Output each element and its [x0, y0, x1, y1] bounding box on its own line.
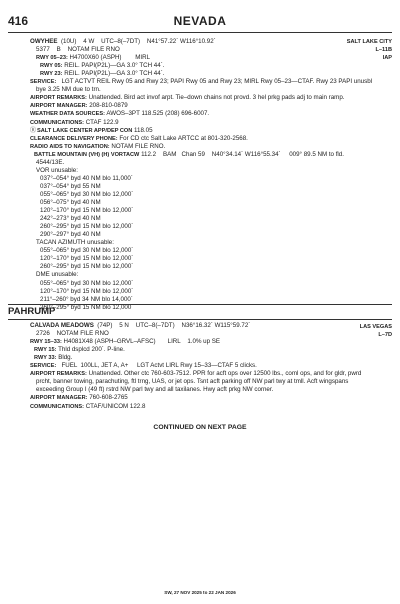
entry-line — [36, 86, 101, 94]
entry-text: prcht, banner towing, parachuting, ftl trng, UAS, or jet ops. Tsnt acft parking off NW parl twy at tmll. Acft wingspans — [36, 378, 349, 386]
entry-text: 260°–295° byd 15 NM blo 12,000´ — [40, 303, 134, 311]
entry-text: 4544/13E. — [36, 158, 65, 166]
entry-label: AIRPORT MANAGER: — [30, 103, 88, 110]
entry-line — [36, 46, 120, 54]
entry-text: exceeding Group I (49 ft) rstrd NW parl twy and all taxilanes. Hwy acft prkg NW corner. — [36, 386, 274, 394]
entry-line — [30, 110, 209, 118]
entry-line — [30, 119, 119, 127]
entry-text: FUEL 100LL, JET A, A+ LGT Actvt LIRL Rwy 15–33—CTAF 5 clicks. — [56, 362, 257, 370]
entry-line — [40, 175, 133, 183]
entry-label: RADIO AIDS TO NAVIGATION: — [30, 143, 110, 150]
chart-ref: LAS VEGAS — [359, 324, 392, 330]
entry-line — [34, 354, 72, 362]
entry-line — [36, 386, 273, 394]
entry-text: AWOS–3PT 118.525 (208) 696-6007. — [105, 110, 210, 118]
entry-text: 120°–170° byd 15 NM blo 12,000´ — [40, 287, 134, 295]
entry-label: RWY 23: — [40, 71, 63, 78]
entry-line — [40, 288, 133, 296]
entry-text: 055°–065° byd 30 NM blo 12,000´ — [40, 247, 134, 255]
entry-text: Thld dsplcd 200´. P-line. — [56, 346, 125, 354]
section-rule-bottom — [8, 319, 392, 320]
entry-text: 120°–170° byd 15 NM blo 12,000´ — [40, 255, 134, 263]
entry-label: CLEARANCE DELIVERY PHONE: — [30, 135, 118, 142]
entry-label: RWY 05–23: — [36, 55, 68, 62]
airport-name: OWYHEE — [30, 38, 58, 45]
entry-line — [30, 78, 372, 86]
entry-text: TACAN AZIMUTH unusable: — [36, 239, 114, 247]
entry-line — [30, 143, 165, 151]
entry-line — [40, 191, 133, 199]
chart-ref: L–11B — [375, 47, 392, 54]
entry-line — [36, 239, 114, 247]
entry-text: 211°–260° byd 34 NM blo 14,000´ — [40, 295, 133, 303]
entry-line — [34, 151, 344, 159]
entry-line — [30, 370, 361, 378]
section-rule-top — [8, 304, 392, 305]
entry-line — [40, 215, 101, 223]
entry-text: 055°–065° byd 30 NM blo 12,000´ — [40, 279, 134, 287]
entry-text: 037°–054° byd 40 NM blo 11,000´ — [40, 174, 133, 182]
entry-text: 242°–273° byd 40 NM — [40, 215, 101, 223]
entry-line — [40, 207, 133, 215]
airport-header-line — [30, 38, 216, 46]
entry-text: DME unusable: — [36, 271, 79, 279]
entry-line — [30, 94, 345, 102]
entry-line — [30, 403, 145, 411]
entry-label: COMMUNICATIONS: — [30, 119, 84, 126]
entry-text: 055°–065° byd 30 NM blo 12,000´ — [40, 190, 134, 198]
entry-line — [36, 167, 78, 175]
entry-text: 290°–297° byd 40 NM — [40, 231, 101, 239]
entry-line — [36, 159, 64, 167]
entry-text: H4700X60 (ASPH) MIRL — [67, 54, 151, 62]
entry-line — [40, 62, 164, 70]
entry-label: AIRPORT REMARKS: — [30, 95, 87, 102]
entry-line — [40, 263, 133, 271]
entry-text: CTAF 122.9 — [83, 118, 119, 126]
airport-location: (74P) 5 N UTC–8(–7DT) N36°16.32´ W115°59.72´ — [93, 322, 251, 329]
header-rule — [8, 32, 392, 33]
entry-line — [30, 135, 248, 143]
entry-label: AIRPORT MANAGER: — [30, 395, 88, 402]
entry-label: RWY 15–33: — [30, 339, 62, 346]
entry-label: SALT LAKE CENTER APP/DEP CON — [37, 127, 133, 134]
entry-text: CTAF/UNICOM 122.8 — [83, 402, 146, 410]
entry-text: 260°–295° byd 15 NM blo 12,000´ — [40, 263, 134, 271]
entry-text: 260°–295° byd 15 NM blo 12,000´ — [40, 223, 134, 231]
chart-ref: SALT LAKE CITY — [346, 39, 392, 45]
entry-label: SERVICE: — [30, 363, 57, 370]
entry-text: Unattended. Other ctc 760-603-7512. PPR for acft ops over 12500 lbs., coml ops, and for gldr, pwrd — [86, 370, 362, 378]
airport-location: (10U) 4 W UTC–8(–7DT) N41°57.22´ W116°10.92´ — [57, 38, 216, 45]
entry-label: COMMUNICATIONS: — [30, 403, 84, 410]
page-number: 416 — [8, 14, 29, 28]
entry-text: Unattended. Bird act invof arpt. Tie–down chains not provd. 3 hel prkg pads adj to main ramp. — [86, 94, 345, 102]
section-title: PAHRUMP — [8, 306, 56, 317]
entry-text: 118.05 — [132, 126, 153, 134]
entry-text: 112.2 BAM Chan 59 N40°34.14´ W116°55.34´ 009° 89.5 NM to fld. — [139, 150, 344, 158]
entry-text: 208-810-0879 — [87, 102, 128, 110]
state-title: NEVADA — [173, 14, 227, 28]
page-footer: SW, 27 NOV 2025 to 22 JAN 2026 — [164, 590, 236, 595]
continued-note: CONTINUED ON NEXT PAGE — [153, 424, 247, 431]
entry-line — [40, 70, 164, 78]
chart-ref: L–7D — [378, 332, 392, 339]
entry-line — [40, 296, 133, 304]
entry-line — [30, 102, 128, 110]
airport-header-line — [30, 322, 250, 330]
entry-text: H4081X48 (ASPH–GRVL–AFSC) LIRL 1.0% up SE — [61, 338, 221, 346]
chart-ref: IAP — [382, 55, 392, 62]
entry-text: Bldg. — [56, 354, 73, 362]
entry-line — [36, 378, 348, 386]
entry-label: RWY 05: — [40, 63, 63, 70]
entry-line — [40, 231, 101, 239]
entry-label: AIRPORT REMARKS: — [30, 371, 87, 378]
entry-line — [30, 394, 128, 402]
entry-label: RWY 15: — [34, 347, 57, 354]
entry-text: NOTAM FILE RNO. — [109, 142, 166, 150]
entry-text: 760-608-2765 — [87, 394, 128, 402]
entry-line — [34, 346, 125, 354]
entry-line — [40, 255, 133, 263]
entry-text: 120°–170° byd 15 NM blo 12,000´ — [40, 207, 134, 215]
entry-line — [36, 271, 78, 279]
entry-line — [30, 127, 153, 135]
entry-line — [40, 247, 133, 255]
entry-label: BATTLE MOUNTAIN (VH) (H) VORTACW — [34, 151, 140, 158]
airport-name: CALVADA MEADOWS — [30, 322, 94, 329]
entry-label: WEATHER DATA SOURCES: — [30, 111, 105, 118]
entry-line — [40, 223, 133, 231]
entry-text: 2726 NOTAM FILE RNO — [36, 330, 109, 338]
entry-line — [36, 54, 150, 62]
entry-text: For CD ctc Salt Lake ARTCC at 801-320-2568. — [117, 134, 248, 142]
entry-line — [40, 199, 101, 207]
entry-line — [40, 183, 101, 191]
entry-text: bye 3.25 NM due to trn. — [36, 86, 101, 94]
entry-text: 056°–075° byd 40 NM — [40, 199, 101, 206]
entry-line — [30, 338, 220, 346]
entry-line — [36, 330, 109, 338]
entry-text: LGT ACTVT REIL Rwy 05 and Rwy 23; PAPI Rwy 05 and Rwy 23; MIRL Rwy 05–23—CTAF. Rwy 23 PAPI unusbl — [56, 78, 373, 86]
entry-line — [40, 280, 133, 288]
entry-text: 5377 B NOTAM FILE RNO — [36, 46, 120, 54]
entry-text: REIL. PAPI(P2L)—GA 3.0° TCH 44´. — [62, 70, 165, 78]
entry-label: RWY 33: — [34, 355, 57, 362]
entry-text: 037°–054° byd 55 NM — [40, 182, 101, 190]
entry-label: SERVICE: — [30, 79, 57, 86]
artcc-marker-icon: Ⓡ — [30, 127, 37, 134]
entry-line — [30, 362, 257, 370]
entry-text: VOR unusable: — [36, 166, 78, 174]
entry-text: REIL. PAPI(P2L)—GA 3.0° TCH 44´. — [62, 62, 165, 70]
